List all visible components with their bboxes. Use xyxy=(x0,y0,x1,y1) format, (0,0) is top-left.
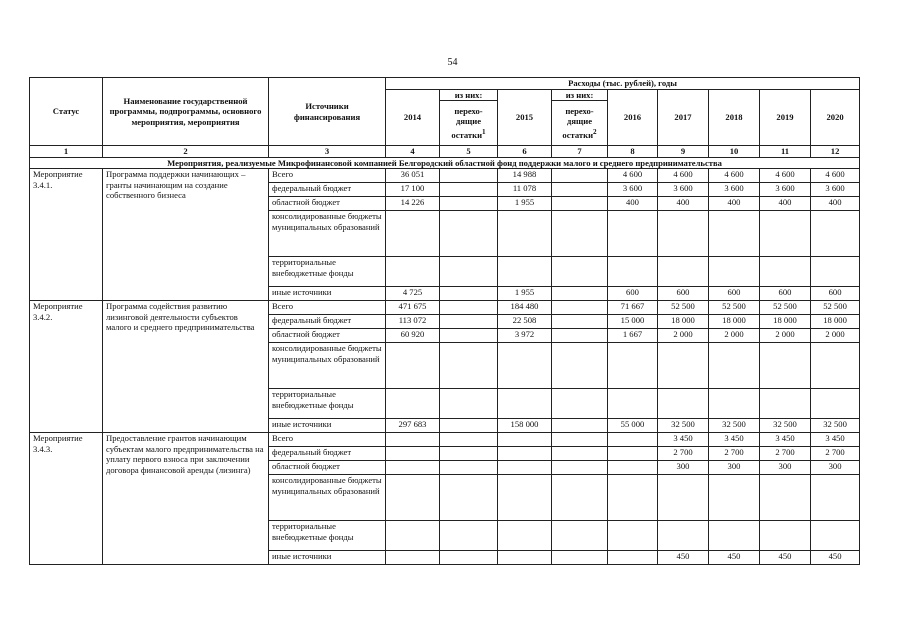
amount-cell xyxy=(709,343,760,389)
amount-cell: 1 667 xyxy=(608,329,658,343)
column-numbers-row xyxy=(30,146,860,158)
column-number: 9 xyxy=(658,146,709,158)
header-2016: 2016 xyxy=(608,89,658,146)
amount-cell: 2 700 xyxy=(760,447,811,461)
amount-cell: 184 480 xyxy=(498,301,552,315)
amount-cell: 52 500 xyxy=(709,301,760,315)
amount-cell xyxy=(760,257,811,287)
amount-cell xyxy=(440,169,498,183)
funding-source: Всего xyxy=(269,433,386,447)
amount-cell: 3 450 xyxy=(658,433,709,447)
amount-cell xyxy=(811,521,860,551)
amount-cell: 17 100 xyxy=(386,183,440,197)
amount-cell: 3 450 xyxy=(760,433,811,447)
amount-cell xyxy=(498,461,552,475)
column-number: 1 xyxy=(30,146,103,158)
amount-cell xyxy=(440,301,498,315)
amount-cell xyxy=(498,433,552,447)
measure-status: Мероприятие 3.4.2. xyxy=(30,301,103,433)
amount-cell xyxy=(552,183,608,197)
amount-cell: 113 072 xyxy=(386,315,440,329)
section-title-row xyxy=(30,157,860,169)
funding-source: областной бюджет xyxy=(269,197,386,211)
amount-cell: 300 xyxy=(811,461,860,475)
funding-source: консолидированные бюджеты муниципальных образований xyxy=(269,343,386,389)
amount-cell xyxy=(440,257,498,287)
amount-cell xyxy=(811,475,860,521)
amount-cell xyxy=(498,447,552,461)
amount-cell: 2 700 xyxy=(709,447,760,461)
amount-cell xyxy=(440,433,498,447)
amount-cell: 158 000 xyxy=(498,419,552,433)
amount-cell xyxy=(552,551,608,565)
column-number: 10 xyxy=(709,146,760,158)
amount-cell: 600 xyxy=(760,287,811,301)
amount-cell xyxy=(440,197,498,211)
column-number: 11 xyxy=(760,146,811,158)
amount-cell xyxy=(440,343,498,389)
amount-cell: 15 000 xyxy=(608,315,658,329)
amount-cell xyxy=(498,343,552,389)
amount-cell xyxy=(608,521,658,551)
amount-cell xyxy=(552,447,608,461)
amount-cell xyxy=(440,475,498,521)
amount-cell: 297 683 xyxy=(386,419,440,433)
amount-cell: 600 xyxy=(608,287,658,301)
amount-cell xyxy=(760,211,811,257)
amount-cell: 4 600 xyxy=(709,169,760,183)
amount-cell xyxy=(440,287,498,301)
amount-cell xyxy=(386,433,440,447)
measure-name: Программа содействия развитию лизинговой деятельности субъектов малого и среднего предпринимательства xyxy=(103,301,269,433)
amount-cell: 32 500 xyxy=(811,419,860,433)
amount-cell xyxy=(386,447,440,461)
amount-cell xyxy=(760,389,811,419)
amount-cell: 52 500 xyxy=(811,301,860,315)
amount-cell: 450 xyxy=(760,551,811,565)
amount-cell: 4 600 xyxy=(608,169,658,183)
amount-cell: 3 972 xyxy=(498,329,552,343)
amount-cell xyxy=(498,257,552,287)
amount-cell xyxy=(498,551,552,565)
amount-cell: 52 500 xyxy=(760,301,811,315)
amount-cell xyxy=(386,343,440,389)
amount-cell xyxy=(608,433,658,447)
amount-cell: 471 675 xyxy=(386,301,440,315)
amount-cell xyxy=(440,211,498,257)
amount-cell: 3 450 xyxy=(709,433,760,447)
amount-cell xyxy=(440,521,498,551)
amount-cell xyxy=(658,257,709,287)
amount-cell xyxy=(608,461,658,475)
amount-cell xyxy=(386,211,440,257)
budget-table xyxy=(29,77,860,565)
amount-cell xyxy=(658,343,709,389)
amount-cell: 3 600 xyxy=(811,183,860,197)
amount-cell: 2 000 xyxy=(709,329,760,343)
amount-cell: 400 xyxy=(608,197,658,211)
table-row xyxy=(30,169,860,183)
amount-cell xyxy=(608,389,658,419)
amount-cell: 600 xyxy=(658,287,709,301)
funding-source: федеральный бюджет xyxy=(269,447,386,461)
amount-cell: 60 920 xyxy=(386,329,440,343)
amount-cell: 400 xyxy=(658,197,709,211)
amount-cell xyxy=(386,461,440,475)
amount-cell xyxy=(658,389,709,419)
amount-cell xyxy=(811,257,860,287)
amount-cell: 450 xyxy=(658,551,709,565)
amount-cell xyxy=(760,343,811,389)
amount-cell xyxy=(811,343,860,389)
amount-cell xyxy=(811,211,860,257)
funding-source: областной бюджет xyxy=(269,461,386,475)
amount-cell xyxy=(440,461,498,475)
header-2020: 2020 xyxy=(811,89,860,146)
amount-cell xyxy=(498,389,552,419)
amount-cell xyxy=(552,257,608,287)
column-number: 12 xyxy=(811,146,860,158)
amount-cell: 32 500 xyxy=(658,419,709,433)
header-sources: Источники финансирования xyxy=(269,78,386,146)
amount-cell xyxy=(440,551,498,565)
amount-cell: 4 600 xyxy=(658,169,709,183)
column-number: 6 xyxy=(498,146,552,158)
amount-cell: 11 078 xyxy=(498,183,552,197)
funding-source: территориальные внебюджетные фонды xyxy=(269,389,386,419)
header-expenses: Расходы (тыс. рублей), годы xyxy=(386,78,860,90)
amount-cell xyxy=(552,301,608,315)
amount-cell: 1 955 xyxy=(498,287,552,301)
header-2019: 2019 xyxy=(760,89,811,146)
header-2017: 2017 xyxy=(658,89,709,146)
amount-cell: 2 000 xyxy=(658,329,709,343)
amount-cell xyxy=(498,475,552,521)
amount-cell xyxy=(608,343,658,389)
amount-cell: 1 955 xyxy=(498,197,552,211)
amount-cell: 600 xyxy=(811,287,860,301)
column-number: 5 xyxy=(440,146,498,158)
amount-cell: 18 000 xyxy=(658,315,709,329)
amount-cell: 400 xyxy=(709,197,760,211)
amount-cell xyxy=(552,287,608,301)
funding-source: иные источники xyxy=(269,419,386,433)
table-row xyxy=(30,301,860,315)
measure-name: Предоставление грантов начинающим субъектам малого предпринимательства на уплату первого взноса при заключении договора финансовой аренды (лизинга) xyxy=(103,433,269,565)
amount-cell: 18 000 xyxy=(760,315,811,329)
funding-source: консолидированные бюджеты муниципальных образований xyxy=(269,475,386,521)
amount-cell: 2 700 xyxy=(811,447,860,461)
amount-cell: 3 600 xyxy=(709,183,760,197)
amount-cell: 3 600 xyxy=(760,183,811,197)
amount-cell: 3 450 xyxy=(811,433,860,447)
header-carryover-2: перехо-дящие остатки$^2$ xyxy=(552,101,608,146)
header-carryover-1: перехо-дящие остатки$^1$ xyxy=(440,101,498,146)
measure-status: Мероприятие 3.4.1. xyxy=(30,169,103,301)
amount-cell: 2 700 xyxy=(658,447,709,461)
amount-cell xyxy=(440,329,498,343)
funding-source: федеральный бюджет xyxy=(269,183,386,197)
amount-cell xyxy=(552,343,608,389)
funding-source: территориальные внебюджетные фонды xyxy=(269,521,386,551)
measure-name: Программа поддержки начинающих – гранты начинающим на создание собственного бизнеса xyxy=(103,169,269,301)
amount-cell xyxy=(709,389,760,419)
amount-cell xyxy=(552,419,608,433)
amount-cell: 52 500 xyxy=(658,301,709,315)
amount-cell xyxy=(709,257,760,287)
funding-source: территориальные внебюджетные фонды xyxy=(269,257,386,287)
column-number: 3 xyxy=(269,146,386,158)
amount-cell: 4 725 xyxy=(386,287,440,301)
amount-cell xyxy=(760,475,811,521)
amount-cell: 2 000 xyxy=(811,329,860,343)
amount-cell: 400 xyxy=(811,197,860,211)
amount-cell: 300 xyxy=(658,461,709,475)
header-2014: 2014 xyxy=(386,89,440,146)
amount-cell xyxy=(498,521,552,551)
header-2015: 2015 xyxy=(498,89,552,146)
header-status: Статус xyxy=(30,78,103,146)
amount-cell xyxy=(608,475,658,521)
amount-cell xyxy=(658,475,709,521)
header-of-them-2: из них: xyxy=(552,89,608,101)
amount-cell xyxy=(811,389,860,419)
page-number: 54 xyxy=(447,57,458,68)
amount-cell: 600 xyxy=(709,287,760,301)
amount-cell xyxy=(440,419,498,433)
amount-cell: 4 600 xyxy=(760,169,811,183)
column-number: 4 xyxy=(386,146,440,158)
amount-cell xyxy=(658,521,709,551)
amount-cell xyxy=(608,257,658,287)
measure-status: Мероприятие 3.4.3. xyxy=(30,433,103,565)
amount-cell: 36 051 xyxy=(386,169,440,183)
amount-cell xyxy=(552,521,608,551)
funding-source: федеральный бюджет xyxy=(269,315,386,329)
amount-cell: 400 xyxy=(760,197,811,211)
amount-cell xyxy=(386,257,440,287)
amount-cell xyxy=(709,475,760,521)
amount-cell: 2 000 xyxy=(760,329,811,343)
amount-cell: 71 667 xyxy=(608,301,658,315)
amount-cell xyxy=(552,389,608,419)
amount-cell xyxy=(552,169,608,183)
amount-cell xyxy=(552,433,608,447)
amount-cell xyxy=(440,183,498,197)
amount-cell: 4 600 xyxy=(811,169,860,183)
amount-cell xyxy=(709,521,760,551)
funding-source: иные источники xyxy=(269,287,386,301)
amount-cell xyxy=(440,315,498,329)
header-name: Наименование государственной программы, подпрограммы, основного мероприятия, мероприятия xyxy=(103,78,269,146)
amount-cell: 3 600 xyxy=(658,183,709,197)
amount-cell xyxy=(440,447,498,461)
amount-cell: 18 000 xyxy=(811,315,860,329)
amount-cell: 450 xyxy=(811,551,860,565)
funding-source: консолидированные бюджеты муниципальных образований xyxy=(269,211,386,257)
amount-cell xyxy=(498,211,552,257)
amount-cell xyxy=(552,461,608,475)
amount-cell: 3 600 xyxy=(608,183,658,197)
funding-source: Всего xyxy=(269,301,386,315)
amount-cell: 450 xyxy=(709,551,760,565)
amount-cell xyxy=(552,315,608,329)
funding-source: Всего xyxy=(269,169,386,183)
amount-cell: 18 000 xyxy=(709,315,760,329)
amount-cell: 300 xyxy=(709,461,760,475)
amount-cell: 14 988 xyxy=(498,169,552,183)
amount-cell xyxy=(552,197,608,211)
amount-cell xyxy=(440,389,498,419)
amount-cell xyxy=(552,329,608,343)
amount-cell xyxy=(608,551,658,565)
amount-cell xyxy=(608,447,658,461)
amount-cell xyxy=(709,211,760,257)
header-2018: 2018 xyxy=(709,89,760,146)
amount-cell xyxy=(386,475,440,521)
column-number: 8 xyxy=(608,146,658,158)
amount-cell: 32 500 xyxy=(709,419,760,433)
column-number: 7 xyxy=(552,146,608,158)
amount-cell: 300 xyxy=(760,461,811,475)
column-number: 2 xyxy=(103,146,269,158)
section-title: Мероприятия, реализуемые Микрофинансовой компанией Белгородский областной фонд поддержки малого и среднего предпринимательства xyxy=(30,157,860,169)
funding-source: областной бюджет xyxy=(269,329,386,343)
amount-cell: 22 508 xyxy=(498,315,552,329)
amount-cell: 14 226 xyxy=(386,197,440,211)
amount-cell: 32 500 xyxy=(760,419,811,433)
amount-cell xyxy=(386,521,440,551)
amount-cell xyxy=(386,389,440,419)
amount-cell xyxy=(386,551,440,565)
funding-source: иные источники xyxy=(269,551,386,565)
header-of-them-1: из них: xyxy=(440,89,498,101)
amount-cell xyxy=(552,211,608,257)
amount-cell xyxy=(658,211,709,257)
table-row xyxy=(30,433,860,447)
amount-cell xyxy=(608,211,658,257)
amount-cell: 55 000 xyxy=(608,419,658,433)
amount-cell xyxy=(552,475,608,521)
amount-cell xyxy=(760,521,811,551)
